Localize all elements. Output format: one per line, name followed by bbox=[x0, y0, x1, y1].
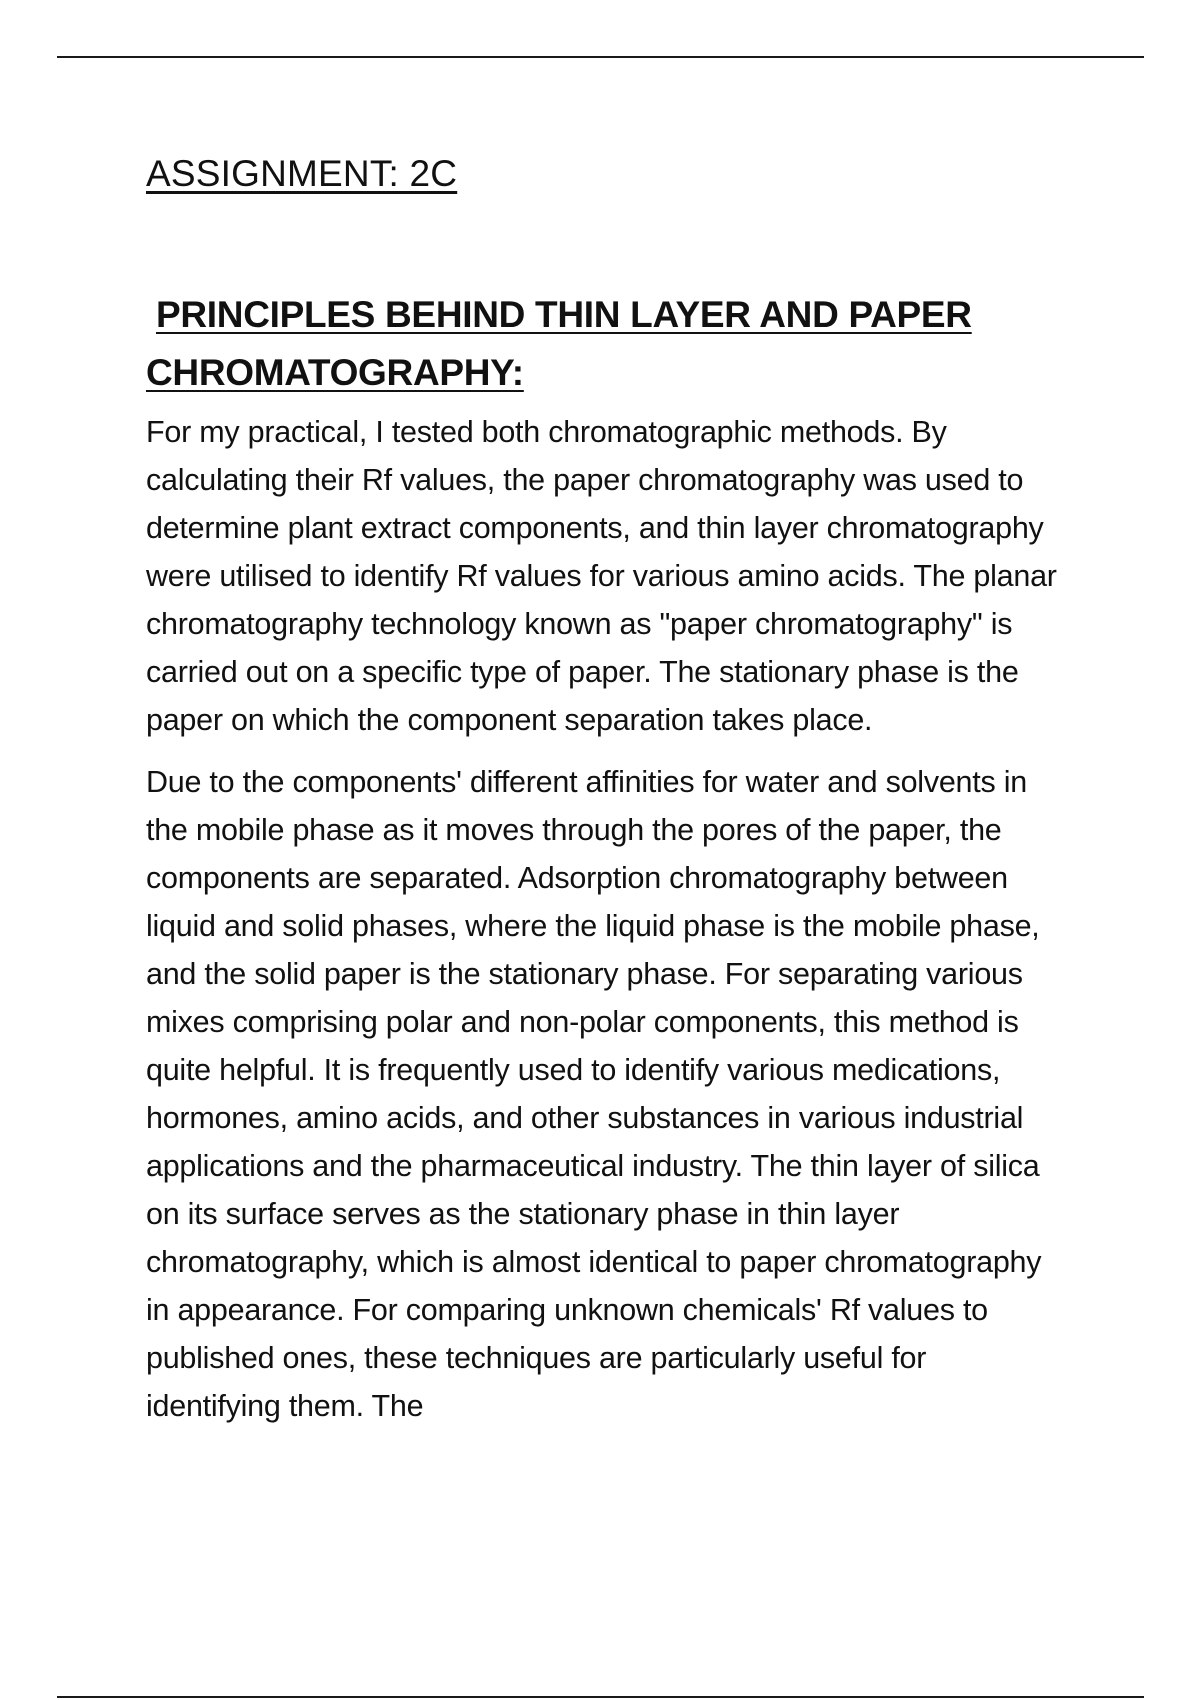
paragraph-1: For my practical, I tested both chromatographic methods. By calculating their Rf values, the paper chromatography was used to determine plant extract components, and thin layer chromatography were utilised to identify Rf values for various amino acids. The planar chromatography technology known as "paper chromatography" is carried out on a specific type of paper. The stationary phase is the paper on which the component separation takes place. bbox=[146, 415, 1057, 737]
document-body bbox=[146, 150, 1066, 1430]
bottom-divider bbox=[57, 1696, 1144, 1698]
section-heading-line-1: PRINCIPLES BEHIND THIN LAYER AND PAPER bbox=[156, 294, 972, 335]
section-heading-line-2: CHROMATOGRAPHY: bbox=[146, 352, 524, 393]
assignment-title: ASSIGNMENT: 2C bbox=[146, 153, 458, 194]
paragraph-2: Due to the components' different affinities for water and solvents in the mobile phase as it moves through the pores of the paper, the components are separated. Adsorption chromatography between liquid and solid phases, where the liquid phase is the mobile phase, and the solid paper is the stationary phase. For separating various mixes comprising polar and non-polar components, this method is quite helpful. It is frequently used to identify various medications, hormones, amino acids, and other substances in various industrial applications and the pharmaceutical industry. The thin layer of silica on its surface serves as the stationary phase in thin layer chromatography, which is almost identical to paper chromatography in appearance. For comparing unknown chemicals' Rf values to published ones, these techniques are particularly useful for identifying them. The bbox=[146, 765, 1042, 1423]
section-heading bbox=[146, 286, 1066, 402]
top-divider bbox=[57, 56, 1144, 58]
